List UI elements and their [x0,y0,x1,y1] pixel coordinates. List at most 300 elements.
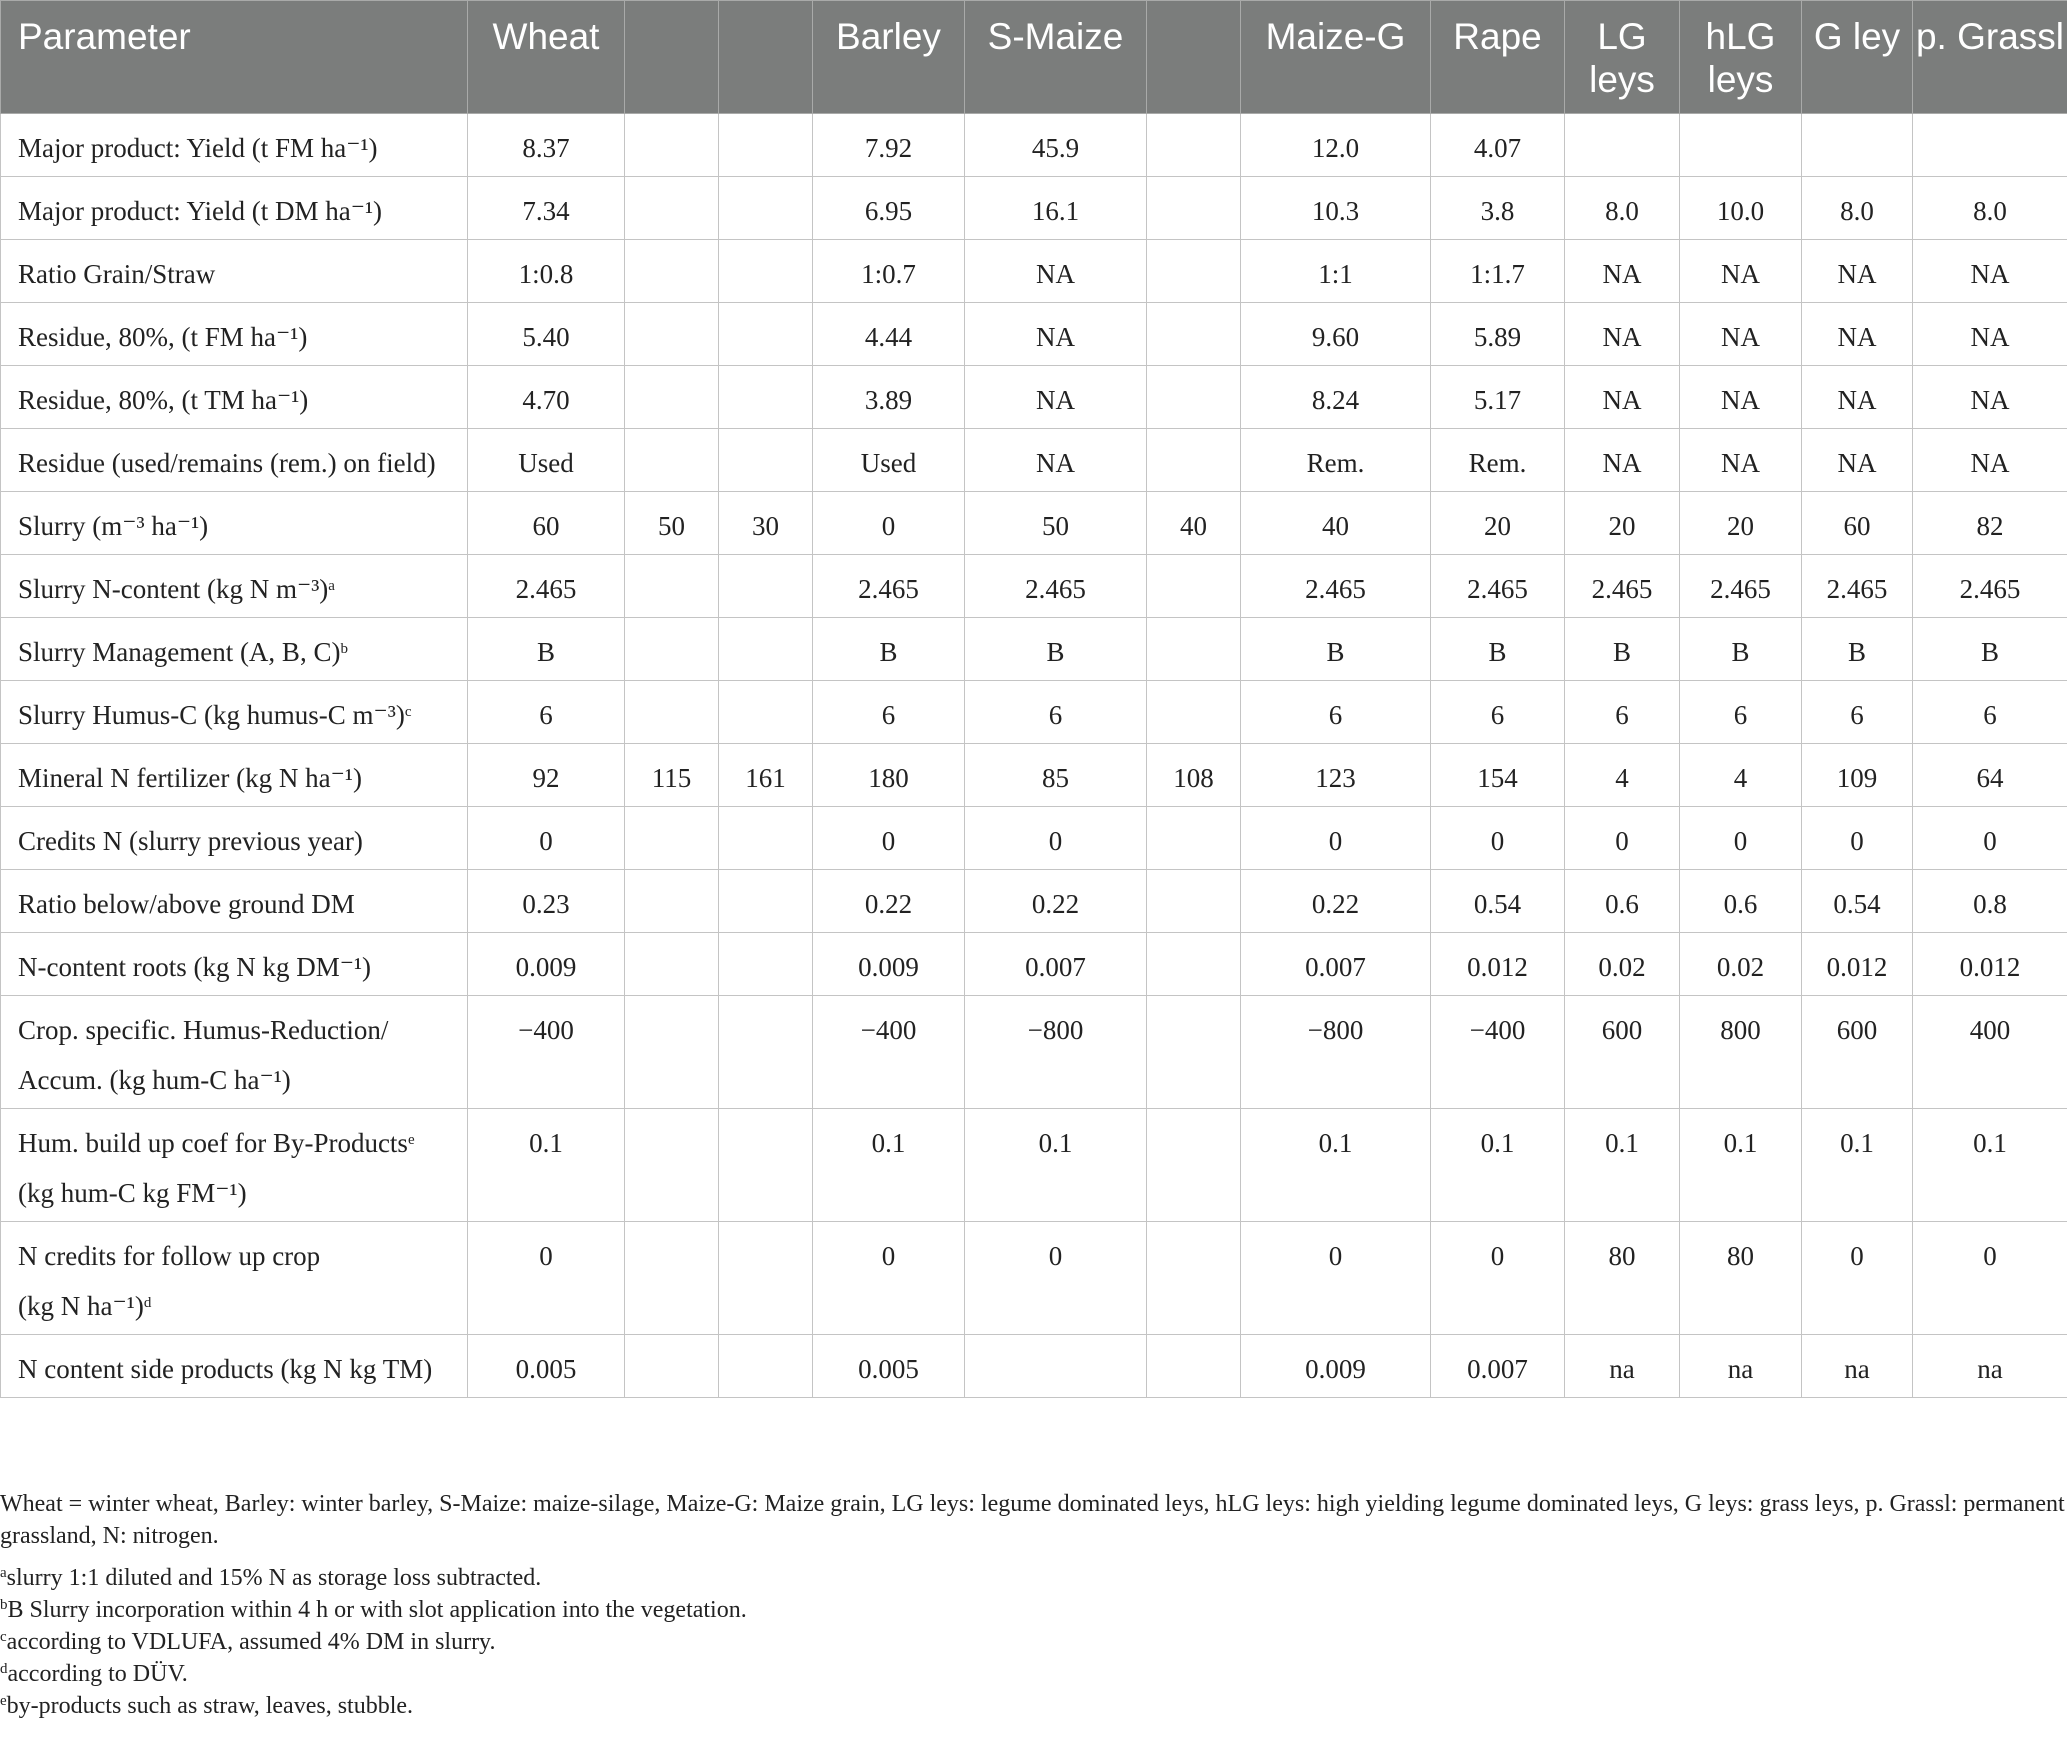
table-cell [625,177,719,240]
table-cell: 0.005 [813,1335,965,1398]
table-cell: 0 [1913,1222,2067,1335]
table-cell: 6 [965,681,1147,744]
table-row [1,240,2067,303]
table-cell: NA [1802,303,1913,366]
table-cell [1802,114,1913,177]
row-label [1,807,468,870]
table-row [1,492,2067,555]
table-cell: B [1431,618,1565,681]
table-cell [719,618,813,681]
row-label-text: Slurry N-content (kg N m⁻³) [18,574,329,604]
table-cell [719,177,813,240]
table-cell [1147,618,1241,681]
table-cell: 0.007 [965,933,1147,996]
table-cell [1147,933,1241,996]
table-cell: 0.1 [468,1109,625,1222]
table-cell: NA [965,240,1147,303]
footnote [0,1690,2067,1722]
footnote-text: by-products such as straw, leaves, stubble. [6,1693,414,1719]
row-label [1,618,468,681]
table-cell: 4.07 [1431,114,1565,177]
table-cell: NA [965,366,1147,429]
table-cell: 8.37 [468,114,625,177]
table-cell: 60 [1802,492,1913,555]
footnote-marker: e [407,1132,415,1148]
table-cell [625,366,719,429]
column-header: G ley [1802,1,1913,114]
table-cell: 0.22 [813,870,965,933]
table-cell: 2.465 [468,555,625,618]
table-row [1,1222,2067,1335]
table-cell: 0.02 [1565,933,1680,996]
footnote-list [0,1562,2067,1722]
footnote-text: B Slurry incorporation within 4 h or with slot application into the vegetation. [7,1597,747,1623]
table-cell: 6 [1802,681,1913,744]
column-header: S-Maize [965,1,1147,114]
table-cell: 0.6 [1680,870,1802,933]
table-cell: Used [468,429,625,492]
row-label-text: Hum. build up coef for By-Products [18,1128,408,1158]
table-cell [625,870,719,933]
table-cell: 6 [813,681,965,744]
row-label [1,303,468,366]
row-label [1,1109,468,1222]
row-label-unit: (kg hum-C kg FM⁻¹) [18,1178,247,1208]
table-cell: 0 [1802,807,1913,870]
table-cell: 0 [1431,1222,1565,1335]
table-footnotes [0,1488,2067,1722]
row-label [1,1222,468,1335]
table-cell: 8.0 [1565,177,1680,240]
row-label-text: Residue, 80%, (t FM ha⁻¹) [18,322,308,352]
table-cell [1147,366,1241,429]
row-label-text: N credits for follow up crop [18,1241,321,1271]
table-cell: 5.17 [1431,366,1565,429]
table-cell: 4 [1680,744,1802,807]
table-cell: 0 [1241,1222,1431,1335]
table-cell: −800 [1241,996,1431,1109]
table-cell: NA [1680,240,1802,303]
table-cell: 4 [1565,744,1680,807]
table-cell: 0 [1802,1222,1913,1335]
table-cell [625,555,719,618]
table-cell: −400 [468,996,625,1109]
table-cell [1147,996,1241,1109]
table-cell: 64 [1913,744,2067,807]
table-cell: 0 [1565,807,1680,870]
table-cell: 3.89 [813,366,965,429]
table-cell [719,429,813,492]
row-label-text: Ratio below/above ground DM [18,889,355,919]
table-cell: 45.9 [965,114,1147,177]
table-cell: 12.0 [1241,114,1431,177]
table-cell: 0 [813,492,965,555]
table-row [1,807,2067,870]
row-label-text: Major product: Yield (t DM ha⁻¹) [18,196,383,226]
table-cell [625,429,719,492]
table-cell: 0.1 [1431,1109,1565,1222]
row-label [1,996,468,1109]
table-cell: na [1802,1335,1913,1398]
table-cell [625,1109,719,1222]
table-cell: B [1565,618,1680,681]
table-cell [1913,114,2067,177]
footnote-marker: e [0,1693,7,1709]
table-cell: 0.8 [1913,870,2067,933]
row-label [1,114,468,177]
footnote-text: according to DÜV. [7,1661,188,1687]
table-cell [719,366,813,429]
table-cell: 0.1 [1913,1109,2067,1222]
row-label [1,429,468,492]
row-label-text: Ratio Grain/Straw [18,259,216,289]
table-cell: 0 [468,807,625,870]
table-cell [1147,303,1241,366]
row-label [1,177,468,240]
table-cell: NA [1565,303,1680,366]
table-cell [1147,807,1241,870]
table-cell: B [1680,618,1802,681]
table-cell: 6.95 [813,177,965,240]
table-cell: 80 [1565,1222,1680,1335]
table-cell: Used [813,429,965,492]
table-cell: NA [965,303,1147,366]
table-cell: 0.1 [1802,1109,1913,1222]
table-cell [625,240,719,303]
table-cell: Rem. [1431,429,1565,492]
row-label [1,240,468,303]
table-cell [1147,681,1241,744]
table-cell: 2.465 [1802,555,1913,618]
table-cell: NA [1565,240,1680,303]
footnote-marker: c [404,704,412,720]
table-cell: 6 [1241,681,1431,744]
footnote [0,1658,2067,1690]
table-cell: NA [1680,366,1802,429]
row-label-text: Slurry Humus-C (kg humus-C m⁻³) [18,700,405,730]
table-cell: na [1565,1335,1680,1398]
row-label-text: N content side products (kg N kg TM) [18,1354,433,1384]
table-cell [625,807,719,870]
table-cell: na [1913,1335,2067,1398]
table-cell: 5.89 [1431,303,1565,366]
table-cell [1147,555,1241,618]
table-cell [625,303,719,366]
column-header: p. Grassl [1913,1,2067,114]
table-cell: 2.465 [1241,555,1431,618]
table-cell [625,114,719,177]
row-label-text: Slurry (m⁻³ ha⁻¹) [18,511,209,541]
footnote-marker: c [0,1629,7,1645]
table-cell: 0 [965,807,1147,870]
row-label [1,492,468,555]
table-cell: 0 [1431,807,1565,870]
column-header: Rape [1431,1,1565,114]
table-cell [625,996,719,1109]
table-cell: NA [1680,429,1802,492]
table-cell [1147,177,1241,240]
table-cell [719,303,813,366]
table-cell [719,240,813,303]
table-cell: 0.1 [813,1109,965,1222]
table-cell: B [965,618,1147,681]
table-row [1,870,2067,933]
row-label-text: Slurry Management (A, B, C) [18,637,341,667]
row-label-text: Mineral N fertilizer (kg N ha⁻¹) [18,763,362,793]
table-cell: 50 [625,492,719,555]
table-header [1,1,2067,114]
table-cell: 108 [1147,744,1241,807]
table-cell: B [1913,618,2067,681]
column-header: Barley [813,1,965,114]
table-cell: 2.465 [1680,555,1802,618]
table-cell: 0.1 [1680,1109,1802,1222]
table-cell [1147,1109,1241,1222]
table-cell: 0 [965,1222,1147,1335]
table-row [1,177,2067,240]
table-cell: 0 [813,1222,965,1335]
table-cell: 400 [1913,996,2067,1109]
table-cell: 2.465 [813,555,965,618]
table-cell: 9.60 [1241,303,1431,366]
footnote-marker: a [328,578,335,594]
table-cell: 8.24 [1241,366,1431,429]
table-cell [1147,240,1241,303]
table-cell: 0.22 [1241,870,1431,933]
table-cell: B [813,618,965,681]
table-row [1,744,2067,807]
table-cell [719,996,813,1109]
table-cell: 8.0 [1913,177,2067,240]
table-cell: 2.465 [1913,555,2067,618]
table-cell: 0.012 [1913,933,2067,996]
table-cell: 0 [468,1222,625,1335]
footnote-marker: a [0,1565,7,1581]
table-row [1,681,2067,744]
table-cell: 10.0 [1680,177,1802,240]
footnote [0,1562,2067,1594]
table-cell: 0.54 [1802,870,1913,933]
footnote-text: according to VDLUFA, assumed 4% DM in slurry. [6,1629,496,1655]
column-header: hLG leys [1680,1,1802,114]
row-label-text: Crop. specific. Humus-Reduction/ Accum. (kg hum-C ha⁻¹) [18,1015,389,1095]
table-body [1,114,2067,1398]
row-label-text: Credits N (slurry previous year) [18,826,363,856]
table-cell: 0 [813,807,965,870]
table-cell [625,681,719,744]
table-cell [1147,870,1241,933]
table-cell: 6 [1565,681,1680,744]
table-row [1,1109,2067,1222]
table-cell: 0.005 [468,1335,625,1398]
table-cell: 40 [1147,492,1241,555]
table-cell: 154 [1431,744,1565,807]
table-cell: 7.34 [468,177,625,240]
table-cell [719,681,813,744]
table-row [1,303,2067,366]
row-label-text: Residue, 80%, (t TM ha⁻¹) [18,385,309,415]
abbreviations-note: Wheat = winter wheat, Barley: winter barley, S-Maize: maize-silage, Maize-G: Maize grain, LG leys: legume dominated leys, hLG leys: high yielding legume dominated leys, G leys: grass leys, p. Grassl: permanent grassland, N: nitrogen. [0,1491,2065,1549]
table-cell: B [1802,618,1913,681]
row-label-unit: (kg N ha⁻¹) [18,1291,144,1321]
table-cell: 0.1 [1241,1109,1431,1222]
table-cell: 0.02 [1680,933,1802,996]
table-cell: 30 [719,492,813,555]
table-cell: 8.0 [1802,177,1913,240]
table-cell: 20 [1431,492,1565,555]
footnote-text: slurry 1:1 diluted and 15% N as storage loss subtracted. [6,1565,542,1591]
table-cell [719,807,813,870]
table-cell: 0.009 [813,933,965,996]
table-cell: 20 [1680,492,1802,555]
table-cell: 115 [625,744,719,807]
column-header: LG leys [1565,1,1680,114]
footnote-marker: b [340,641,348,657]
table-cell: 50 [965,492,1147,555]
table-cell: NA [1913,303,2067,366]
row-label [1,555,468,618]
row-label-text: Residue (used/remains (rem.) on field) [18,448,436,478]
table-cell [1147,1222,1241,1335]
table-cell: 0 [1913,807,2067,870]
table-cell [625,933,719,996]
table-cell: 10.3 [1241,177,1431,240]
table-cell: 6 [1680,681,1802,744]
table-cell: Rem. [1241,429,1431,492]
table-cell: 0.22 [965,870,1147,933]
footnote-marker: d [143,1295,152,1311]
table-cell [625,618,719,681]
table-cell [1147,114,1241,177]
table-cell [719,1222,813,1335]
table-cell: 0.012 [1802,933,1913,996]
table-cell: NA [1680,303,1802,366]
table-cell: NA [965,429,1147,492]
table-cell: 6 [468,681,625,744]
table-cell: 0.009 [1241,1335,1431,1398]
table-cell: 4.70 [468,366,625,429]
table-cell: 1:0.7 [813,240,965,303]
table-cell [719,933,813,996]
table-cell: 0.009 [468,933,625,996]
footnote [0,1594,2067,1626]
column-header-parameter: Parameter [1,1,468,114]
table-cell: 0.1 [1565,1109,1680,1222]
table-cell: NA [1913,429,2067,492]
table-cell [625,1335,719,1398]
table-cell [625,1222,719,1335]
table-cell: B [468,618,625,681]
table-cell [719,870,813,933]
table-cell: NA [1802,240,1913,303]
table-cell: 20 [1565,492,1680,555]
table-cell [719,1335,813,1398]
table-cell: NA [1565,429,1680,492]
table-row [1,114,2067,177]
table-cell: 0.1 [965,1109,1147,1222]
table-cell: 0.6 [1565,870,1680,933]
table-cell: 2.465 [965,555,1147,618]
table-cell: 1:1.7 [1431,240,1565,303]
table-cell: 40 [1241,492,1431,555]
table-row [1,366,2067,429]
table-cell [719,555,813,618]
column-header [1147,1,1241,114]
table-cell: 3.8 [1431,177,1565,240]
table-cell: NA [1913,366,2067,429]
table-cell: 600 [1565,996,1680,1109]
table-cell: 800 [1680,996,1802,1109]
table-cell: 0.012 [1431,933,1565,996]
table-cell: 0.007 [1431,1335,1565,1398]
row-label-text: N-content roots (kg N kg DM⁻¹) [18,952,372,982]
table-cell: NA [1565,366,1680,429]
table-cell: 7.92 [813,114,965,177]
table-cell: 600 [1802,996,1913,1109]
table-cell: 5.40 [468,303,625,366]
header-row [1,1,2067,114]
table-cell: 1:1 [1241,240,1431,303]
table-row [1,555,2067,618]
table-row [1,429,2067,492]
table-cell [1680,114,1802,177]
table-cell: NA [1802,366,1913,429]
table-cell: 82 [1913,492,2067,555]
table-cell: 4.44 [813,303,965,366]
row-label [1,1335,468,1398]
table-row [1,1335,2067,1398]
table-cell: na [1680,1335,1802,1398]
table-cell: 0.54 [1431,870,1565,933]
row-label-text: Major product: Yield (t FM ha⁻¹) [18,133,378,163]
table-cell: 161 [719,744,813,807]
table-cell [1565,114,1680,177]
table-row [1,933,2067,996]
table-cell: 6 [1431,681,1565,744]
column-header: Wheat [468,1,625,114]
table-cell: 92 [468,744,625,807]
table-cell [719,114,813,177]
table-cell: 0.007 [1241,933,1431,996]
table-cell: 85 [965,744,1147,807]
table-cell: −400 [813,996,965,1109]
column-header [625,1,719,114]
table-cell [965,1335,1147,1398]
table-cell [1147,429,1241,492]
table-cell: 0 [1241,807,1431,870]
table-cell [1147,1335,1241,1398]
row-label [1,366,468,429]
footnote [0,1626,2067,1658]
table-cell: 16.1 [965,177,1147,240]
row-label [1,870,468,933]
table-cell: 6 [1913,681,2067,744]
table-cell: 180 [813,744,965,807]
column-header: Maize-G [1241,1,1431,114]
footnote-marker: d [0,1661,8,1677]
table-cell: 2.465 [1565,555,1680,618]
row-label [1,681,468,744]
table-cell: NA [1802,429,1913,492]
table-cell: 123 [1241,744,1431,807]
table-cell: 0.23 [468,870,625,933]
table-cell: NA [1913,240,2067,303]
table-cell: −800 [965,996,1147,1109]
row-label [1,744,468,807]
table-cell: 0 [1680,807,1802,870]
table-cell: 60 [468,492,625,555]
table-cell: 109 [1802,744,1913,807]
